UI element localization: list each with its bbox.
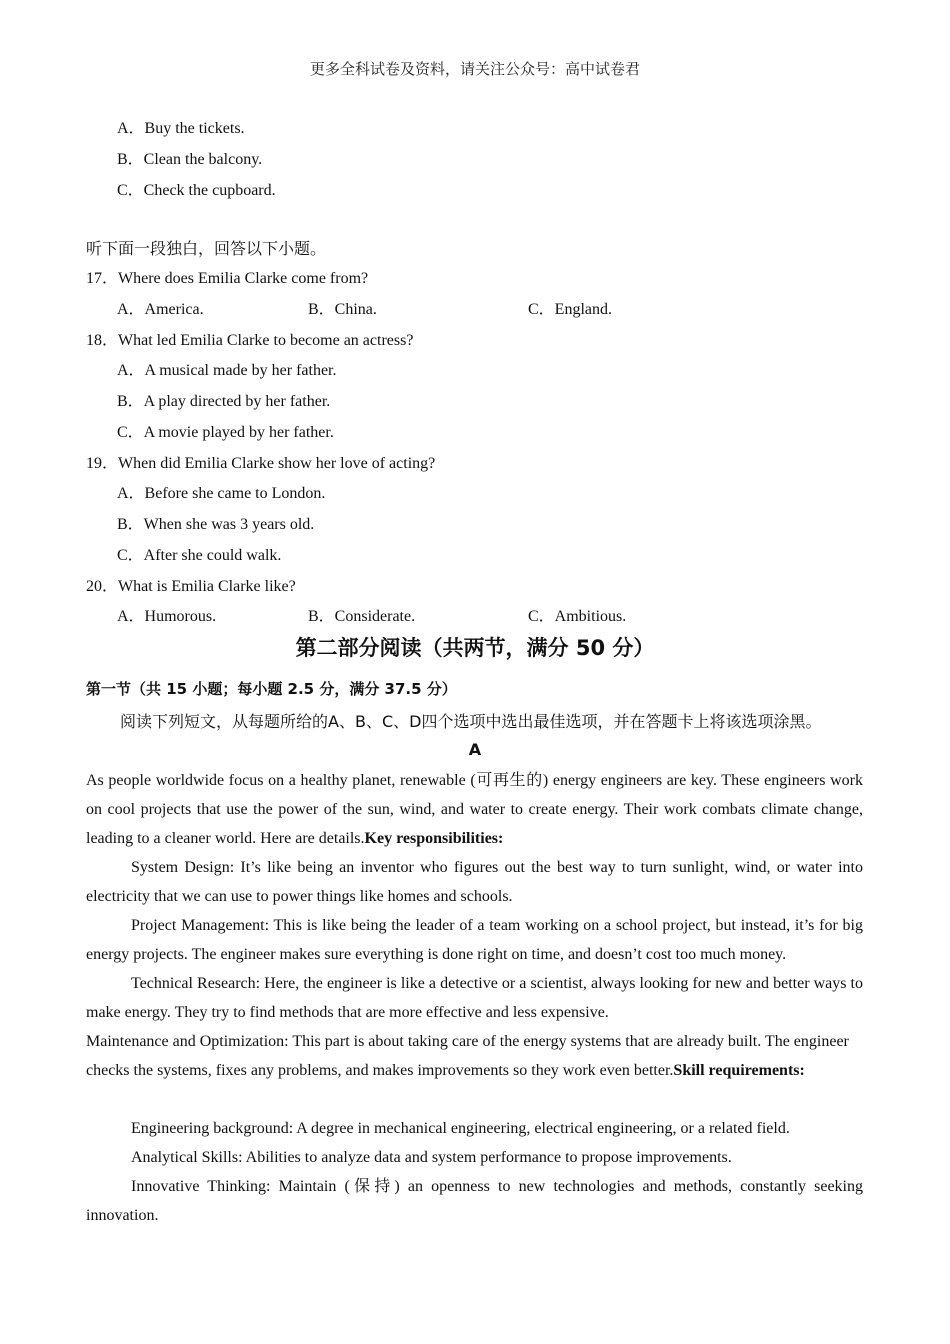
q16-option-a: A．Buy the tickets.: [117, 120, 245, 137]
key-responsibilities-heading: Key responsibilities:: [364, 830, 504, 847]
q16-option-b: B．Clean the balcony.: [117, 151, 263, 168]
page-header-notice: 更多全科试卷及资料，请关注公众号：高中试卷君: [309, 62, 640, 78]
part2-title: 第二部分阅读（共两节，满分 50 分）: [295, 636, 655, 660]
q18-option-c: C．A movie played by her father.: [117, 424, 334, 441]
q19-option-a: A．Before she came to London.: [117, 485, 326, 502]
para-engineering-background: Engineering background: A degree in mechanical engineering, electrical engineering, or a related field.: [131, 1120, 790, 1137]
instruction-letters: A、B、C、D: [328, 712, 422, 731]
para-technical-research: Technical Research: Here, the engineer is like a detective or a scientist, always looking for new and better ways to make energy. They try to find methods that are more effective and less expensive.: [86, 975, 863, 1021]
q17-option-a: A．America.: [117, 301, 204, 318]
q19-option-c: C．After she could walk.: [117, 547, 282, 564]
monologue-instruction: 听下面一段独白，回答以下小题。: [86, 241, 327, 258]
q19-option-b: B．When she was 3 years old.: [117, 516, 315, 533]
para-system-design: System Design: It’s like being an inventor who figures out the best way to turn sunlight, wind, or water into electricity that we can use to power things like homes and schools.: [86, 859, 863, 905]
q20-option-c: C．Ambitious.: [528, 608, 627, 625]
q16-option-c: C．Check the cupboard.: [117, 182, 276, 199]
maintenance-text: Maintenance and Optimization: This part is about taking care of the energy systems that are already built. The engineer checks the systems, fixes any problems, and makes improvements so they work even better.: [86, 1033, 849, 1079]
skill-requirements-heading: Skill requirements:: [673, 1062, 805, 1079]
passage-intro: [86, 766, 863, 853]
q19-stem: 19．When did Emilia Clarke show her love of acting?: [86, 455, 436, 472]
instruction-post: 四个选项中选出最佳选项，并在答题卡上将该选项涂黑。: [421, 714, 822, 731]
intro-text: As people worldwide focus on a healthy planet, renewable (可再生的) energy engineers are key. These engineers work on cool projects that use the power of the sun, wind, and water to create energy. Their work combats climate change, leading to a cleaner world. Here are details.: [86, 772, 863, 847]
q18-stem: 18．What led Emilia Clarke to become an actress?: [86, 332, 414, 349]
para-innovative-thinking: Innovative Thinking: Maintain (保持) an openness to new technologies and methods, constantly seeking innovation.: [86, 1178, 863, 1224]
para-project-management: Project Management: This is like being the leader of a team working on a school project, but instead, it’s for big energy projects. The engineer makes sure everything is done right on time, and doesn’t cost too much money.: [86, 917, 863, 963]
section1-title: 第一节（共 15 小题；每小题 2.5 分，满分 37.5 分）: [86, 680, 457, 698]
q17-option-c: C．England.: [528, 301, 612, 318]
q18-option-a: A．A musical made by her father.: [117, 362, 337, 379]
q17-stem: 17．Where does Emilia Clarke come from?: [86, 270, 369, 287]
q20-option-a: A．Humorous.: [117, 608, 217, 625]
instruction-pre: 阅读下列短文，从每题所给的: [120, 714, 329, 731]
reading-instruction: [120, 709, 821, 732]
para-maintenance: [86, 1027, 863, 1085]
q20-option-b: B．Considerate.: [308, 608, 416, 625]
q18-option-b: B．A play directed by her father.: [117, 393, 331, 410]
passage-label: A: [468, 740, 482, 759]
q17-option-b: B．China.: [308, 301, 377, 318]
para-analytical-skills: Analytical Skills: Abilities to analyze data and system performance to propose improvements.: [131, 1149, 732, 1166]
q20-stem: 20．What is Emilia Clarke like?: [86, 578, 296, 595]
